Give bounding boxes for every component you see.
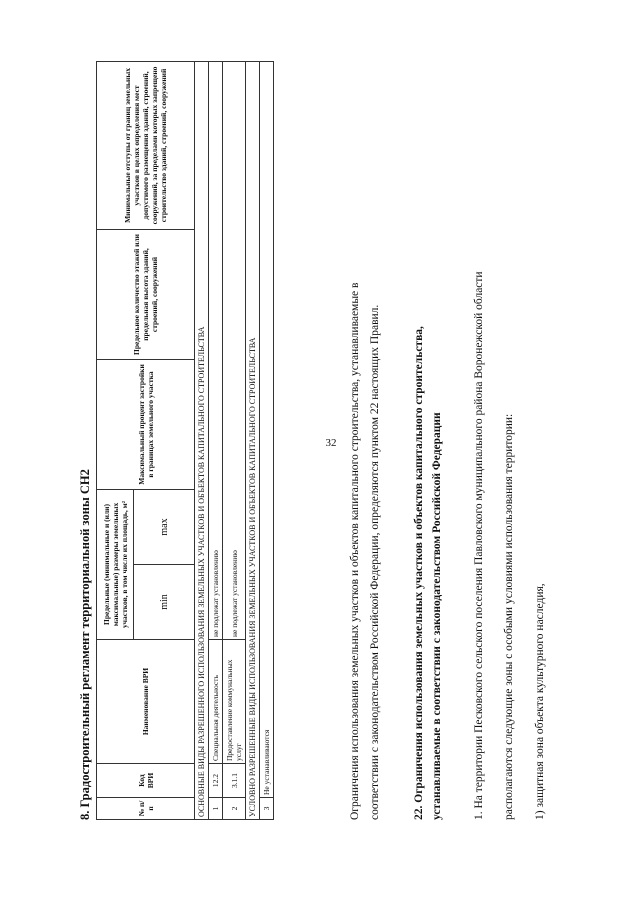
row-code: 12.2 [209, 764, 223, 798]
header-name: Наименование ВРИ [97, 640, 195, 764]
header-size-max: max [134, 489, 195, 564]
restrictions-paragraph-line-2: соответствии с законодательством Российской Федерации, определяются пунктом 22 настоящих Правил. [369, 304, 381, 820]
item-1-line-1: 1. На территории Песковского сельского поселения Павловского муниципального района Воронежской области [473, 271, 485, 820]
rotated-page-content [0, 60, 640, 830]
row-num: 1 [209, 798, 223, 820]
row-value: не подлежат установлению [209, 61, 223, 639]
document-title: 8. Градостроительный регламент территориальной зоны СН2 [78, 469, 92, 820]
header-size-min: min [134, 565, 195, 640]
header-setbacks: Минимальные отступы от границ земельных участков в целях определения мест допустимого размещения зданий, строений, сооружений, за пределами которых запрещено строительство зданий, строений, сооружений [97, 61, 195, 229]
header-floors: Предельное количество этажей или предельная высота зданий, строений, сооружений [97, 229, 195, 359]
header-coverage: Максимальный процент застройки в границах земельного участка [97, 359, 195, 489]
page-number: 32 [325, 437, 337, 449]
row-code: 3.1.1 [223, 764, 246, 798]
section-conditional-uses: УСЛОВНО РАЗРЕШЕННЫЕ ВИДЫ ИСПОЛЬЗОВАНИЯ ЗЕМЕЛЬНЫХ УЧАСТКОВ И ОБЪЕКТОВ КАПИТАЛЬНОГО СТРОИТЕЛЬСТВА [246, 61, 260, 819]
row-name: Специальная деятельность [209, 640, 223, 764]
row-name: Предоставление коммунальных услуг [223, 640, 246, 764]
section-22-heading-line-1: 22. Ограничения использования земельных участков и объектов капитального строительства, [413, 326, 425, 820]
item-1-1: 1) защитная зона объекта культурного наследия, [534, 583, 546, 820]
item-1-line-2: располагаются следующие зоны с особыми условиями использования территории: [503, 413, 515, 820]
row-num: 2 [223, 798, 246, 820]
section-main-uses: ОСНОВНЫЕ ВИДЫ РАЗРЕШЕННОГО ИСПОЛЬЗОВАНИЯ ЗЕМЕЛЬНЫХ УЧАСТКОВ И ОБЪЕКТОВ КАПИТАЛЬНОГО СТРОИТЕЛЬСТВА [195, 61, 209, 819]
row-value: Не устанавливаются [260, 61, 274, 797]
table-row [209, 61, 223, 819]
section-22-heading-line-2: устанавливаемые в соответствии с законодательством Российской Федерации [431, 412, 443, 820]
restrictions-paragraph-line-1: Ограничения использования земельных участков и объектов капитального строительства, устанавливаемые в [349, 282, 361, 820]
header-num: № п/п [97, 798, 195, 820]
header-size: Предельные (минимальные и (или) максимальные) размеры земельных участков, в том числе их площадь, м² [97, 489, 134, 639]
table-row [223, 61, 246, 819]
header-code: Код ВРИ [97, 764, 195, 798]
regulation-table [96, 61, 274, 820]
row-value: не подлежат установлению [223, 61, 246, 639]
table-row [260, 61, 274, 819]
row-num: 3 [260, 798, 274, 820]
